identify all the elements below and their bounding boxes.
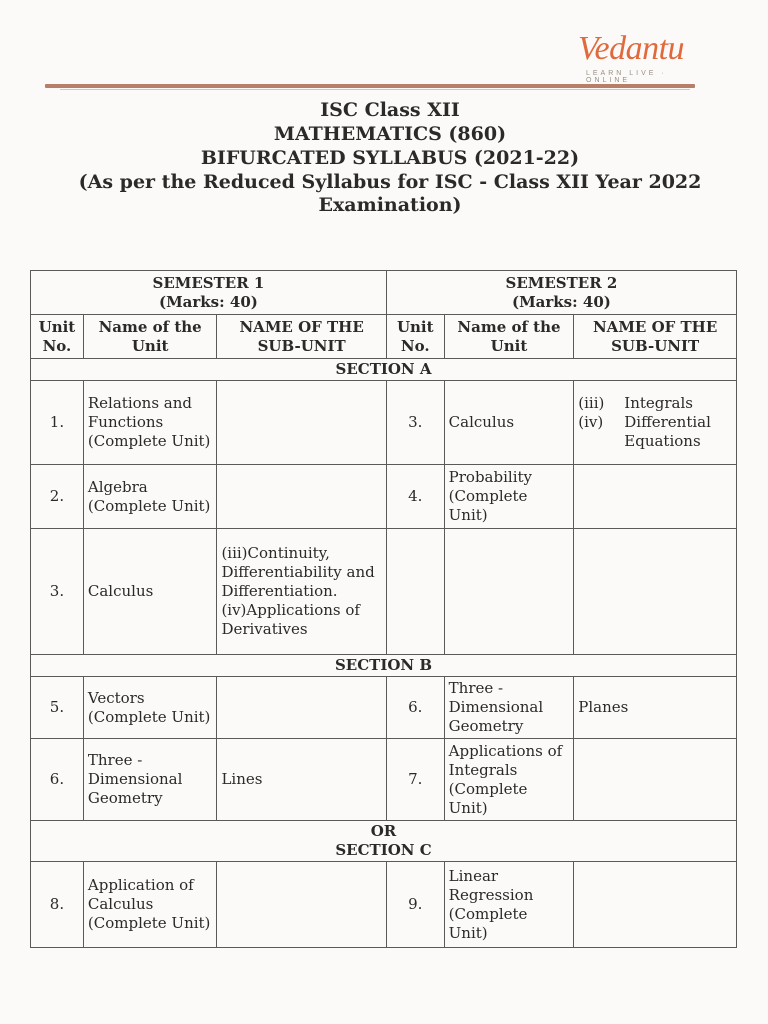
col-unit-no: Unit No.: [386, 315, 444, 359]
unit-name: Application of Calculus (Complete Unit): [83, 862, 217, 948]
unit-name: Calculus: [83, 529, 217, 655]
subject-title: MATHEMATICS (860): [273, 123, 507, 145]
subunit: Planes: [574, 677, 737, 739]
unit-name: Linear Regression (Complete Unit): [444, 862, 574, 948]
table-row: [31, 739, 737, 821]
logo-tagline: LEARN LIVE · ONLINE: [586, 70, 667, 84]
col-unit-name: Name of the Unit: [444, 315, 574, 359]
vedantu-logo: Vedantu: [578, 30, 685, 67]
unit-name: Three - Dimensional Geometry: [83, 739, 217, 821]
subunit: (iii)Continuity, Differentiability and Differentiation. (iv)Applications of Derivatives: [217, 529, 386, 655]
unit-name: Calculus: [444, 381, 574, 465]
unit-no: 3.: [386, 381, 444, 465]
unit-name: Vectors (Complete Unit): [83, 677, 217, 739]
document-headings: [70, 98, 710, 216]
unit-name: Algebra (Complete Unit): [83, 465, 217, 529]
unit-no: 9.: [386, 862, 444, 948]
unit-no: 6.: [31, 739, 84, 821]
syllabus-note-line1: (As per the Reduced Syllabus for ISC - Class XII Year 2022: [78, 171, 702, 193]
col-subunit: NAME OF THE SUB-UNIT: [217, 315, 386, 359]
col-unit-no: Unit No.: [31, 315, 84, 359]
subunit: (iii) Integrals (iv) Differential Equations: [574, 381, 737, 465]
subunit: [217, 381, 386, 465]
unit-no: 5.: [31, 677, 84, 739]
syllabus-table: [30, 270, 737, 948]
unit-no: 2.: [31, 465, 84, 529]
subunit: [574, 862, 737, 948]
unit-no: 4.: [386, 465, 444, 529]
subunit: [217, 465, 386, 529]
table-row: [31, 529, 737, 655]
subunit: [574, 739, 737, 821]
unit-no: 7.: [386, 739, 444, 821]
unit-no: 1.: [31, 381, 84, 465]
section-b-label: SECTION B: [31, 655, 737, 677]
syllabus-note-line2: Examination): [318, 194, 462, 216]
subunit: [574, 465, 737, 529]
unit-name: Three - Dimensional Geometry: [444, 677, 574, 739]
unit-name: Applications of Integrals (Complete Unit): [444, 739, 574, 821]
table-row: [31, 465, 737, 529]
subunit: [217, 862, 386, 948]
subunit: [217, 677, 386, 739]
header-divider-thin: [60, 89, 690, 90]
class-title: ISC Class XII: [320, 99, 460, 121]
unit-no: 6.: [386, 677, 444, 739]
subunit: Lines: [217, 739, 386, 821]
col-subunit: NAME OF THE SUB-UNIT: [574, 315, 737, 359]
header-divider: [45, 84, 695, 88]
table-row: [31, 862, 737, 948]
unit-no: 8.: [31, 862, 84, 948]
semester-2-header: SEMESTER 2 (Marks: 40): [386, 271, 736, 315]
unit-no: 3.: [31, 529, 84, 655]
section-c-label: OR SECTION C: [31, 821, 737, 862]
unit-name: Probability (Complete Unit): [444, 465, 574, 529]
unit-name: Relations and Functions (Complete Unit): [83, 381, 217, 465]
col-unit-name: Name of the Unit: [83, 315, 217, 359]
table-row: [31, 381, 737, 465]
table-row: [31, 677, 737, 739]
semester-1-header: SEMESTER 1 (Marks: 40): [31, 271, 387, 315]
syllabus-title: BIFURCATED SYLLABUS (2021-22): [200, 147, 580, 169]
section-a-label: SECTION A: [31, 359, 737, 381]
